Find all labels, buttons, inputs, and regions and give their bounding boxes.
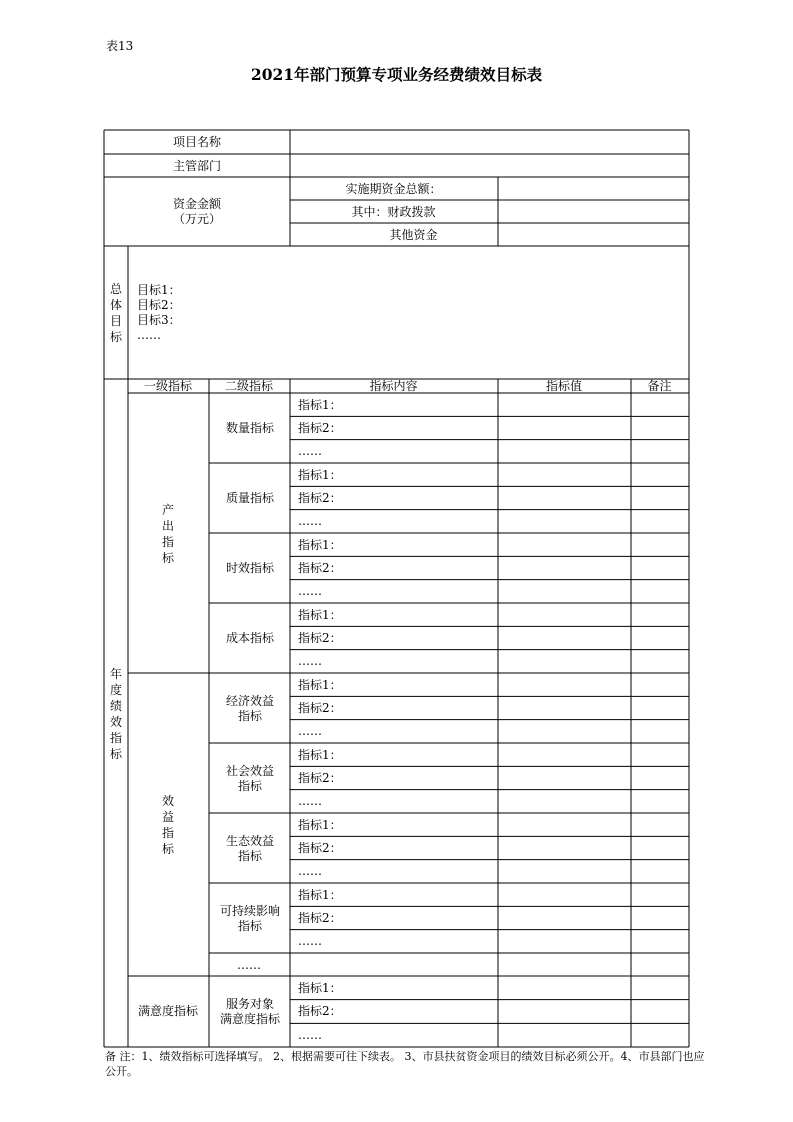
level2-group-label xyxy=(210,464,290,533)
benefit-more-label: …… xyxy=(237,957,261,972)
indicator-2-value-cell[interactable] xyxy=(499,907,631,929)
indicator-more-cell[interactable]: …… xyxy=(298,584,322,599)
indicator-2-cell[interactable]: 指标2： xyxy=(298,1004,342,1019)
indicator-2-value-cell[interactable] xyxy=(499,1001,631,1024)
indicator-more-cell[interactable]: …… xyxy=(298,724,322,739)
indicator-2-remark-cell[interactable] xyxy=(632,907,689,929)
indicator-2-remark-cell[interactable] xyxy=(632,487,689,509)
indicator-more-remark-cell[interactable] xyxy=(632,581,689,603)
level2-group-label xyxy=(210,604,290,673)
indicator-2-remark-cell[interactable] xyxy=(632,557,689,579)
indicator-1-value-cell[interactable] xyxy=(499,674,631,696)
indicator-more-value-cell[interactable] xyxy=(499,511,631,533)
indicator-more-cell[interactable]: …… xyxy=(298,654,322,669)
indicator-more-cell[interactable]: …… xyxy=(298,794,322,809)
annual-indicator-label: 年度绩效指标 xyxy=(109,666,122,761)
indicator-1-cell[interactable]: 指标1： xyxy=(298,467,342,482)
document-title: 2021年部门预算专项业务经费绩效目标表 xyxy=(250,65,543,84)
group-label-line: 社会效益 xyxy=(225,763,274,778)
header-level2: 二级指标 xyxy=(224,379,273,393)
group-label-line: 时效指标 xyxy=(225,561,274,575)
indicator-more-cell[interactable]: …… xyxy=(298,1028,322,1043)
indicator-more-remark-cell[interactable] xyxy=(632,1024,689,1047)
indicator-more-value-cell[interactable] xyxy=(499,441,631,463)
indicator-more-remark-cell[interactable] xyxy=(632,931,689,953)
indicator-2-remark-cell[interactable] xyxy=(632,697,689,719)
total-funds-label: 实施期资金总额： xyxy=(345,181,442,196)
indicator-more-value-cell[interactable] xyxy=(499,721,631,743)
dept-field[interactable] xyxy=(290,155,689,177)
indicator-2-value-cell[interactable] xyxy=(499,627,631,649)
indicator-1-remark-cell[interactable] xyxy=(632,604,689,626)
group-label-line: 指标 xyxy=(237,918,262,933)
indicator-more-value-cell[interactable] xyxy=(499,861,631,883)
overall-goal-list[interactable] xyxy=(137,283,181,343)
indicator-more-value-cell[interactable] xyxy=(499,581,631,603)
funds-label xyxy=(105,178,289,245)
indicator-more-remark-cell[interactable] xyxy=(632,791,689,813)
footnote: 备 注：1、绩效指标可选择填写。 2、根据需要可往下续表。 3、市县扶贫资金项目的绩效目标必须公开。4、市县部门也应公开。 xyxy=(105,1050,705,1078)
indicator-more-cell[interactable]: …… xyxy=(298,444,322,459)
funds-label-line1: 资金金额 xyxy=(172,196,221,211)
indicator-1-cell[interactable]: 指标1： xyxy=(298,677,342,692)
overall-goal-label: 总体目标 xyxy=(109,282,122,344)
group-label-line: 质量指标 xyxy=(225,491,274,505)
indicator-2-value-cell[interactable] xyxy=(499,417,631,439)
indicator-2-cell[interactable]: 指标2： xyxy=(298,630,342,645)
group-label-line: 服务对象 xyxy=(225,997,274,1011)
satisfaction-indicator-label: 满意度指标 xyxy=(137,1004,198,1018)
indicator-1-remark-cell[interactable] xyxy=(632,464,689,486)
indicator-1-remark-cell[interactable] xyxy=(632,394,689,416)
indicator-2-cell[interactable]: 指标2： xyxy=(298,840,342,855)
indicator-1-value-cell[interactable] xyxy=(499,534,631,556)
goal-1: 目标1： xyxy=(137,283,181,297)
project-name-field[interactable] xyxy=(290,131,689,154)
level2-group-label xyxy=(210,674,290,743)
indicator-1-remark-cell[interactable] xyxy=(632,744,689,766)
level2-group-label xyxy=(210,884,290,953)
indicator-1-remark-cell[interactable] xyxy=(632,814,689,836)
group-label-line: 数量指标 xyxy=(225,421,274,435)
indicator-1-remark-cell[interactable] xyxy=(632,534,689,556)
indicator-2-cell[interactable]: 指标2： xyxy=(298,420,342,435)
benefit-indicator-label: 效益指标 xyxy=(161,794,174,856)
indicator-more-cell[interactable]: …… xyxy=(298,934,322,949)
indicator-more-value-cell[interactable] xyxy=(499,931,631,953)
indicator-1-cell[interactable]: 指标1： xyxy=(298,607,342,622)
level2-group-label xyxy=(210,814,290,883)
fiscal-field[interactable] xyxy=(498,201,688,223)
indicator-2-remark-cell[interactable] xyxy=(632,417,689,439)
other-funds-label: 其他资金 xyxy=(389,227,438,242)
level2-group-label xyxy=(210,744,290,813)
indicator-more-remark-cell[interactable] xyxy=(632,651,689,673)
indicator-1-cell[interactable]: 指标1： xyxy=(298,747,342,762)
indicator-more-cell[interactable]: …… xyxy=(298,514,322,529)
header-remark: 备注 xyxy=(647,379,672,393)
header-content: 指标内容 xyxy=(369,379,418,393)
group-label-line: 指标 xyxy=(237,848,262,863)
indicator-1-value-cell[interactable] xyxy=(499,604,631,626)
indicator-2-value-cell[interactable] xyxy=(499,767,631,789)
indicator-1-remark-cell[interactable] xyxy=(632,884,689,906)
indicator-2-remark-cell[interactable] xyxy=(632,837,689,859)
indicator-2-value-cell[interactable] xyxy=(499,487,631,509)
group-label-line: 可持续影响 xyxy=(219,903,280,918)
indicator-2-cell[interactable]: 指标2： xyxy=(298,770,342,785)
indicator-1-value-cell[interactable] xyxy=(499,464,631,486)
indicator-1-cell[interactable]: 指标1： xyxy=(298,887,342,902)
indicator-more-remark-cell[interactable] xyxy=(632,861,689,883)
indicator-1-remark-cell[interactable] xyxy=(632,674,689,696)
group-label-line: 生态效益 xyxy=(225,833,274,848)
group-label-line: 经济效益 xyxy=(225,693,274,708)
indicator-2-remark-cell[interactable] xyxy=(632,767,689,789)
indicator-1-cell[interactable]: 指标1： xyxy=(298,817,342,832)
funds-label-line2: （万元） xyxy=(172,211,221,226)
group-label-line: 成本指标 xyxy=(225,631,274,645)
indicator-more-value-cell[interactable] xyxy=(499,651,631,673)
project-name-label: 项目名称 xyxy=(172,135,221,149)
indicator-1-value-cell[interactable] xyxy=(499,977,631,1000)
dept-label: 主管部门 xyxy=(172,158,221,173)
table-number: 表13 xyxy=(106,39,134,53)
indicator-more-remark-cell[interactable] xyxy=(632,441,689,463)
indicator-1-remark-cell[interactable] xyxy=(632,977,689,1000)
indicator-2-remark-cell[interactable] xyxy=(632,1001,689,1024)
group-label-line: 满意度指标 xyxy=(219,1012,280,1026)
indicator-more-remark-cell[interactable] xyxy=(632,721,689,743)
level2-group-label xyxy=(210,394,290,463)
goal-3: 目标3： xyxy=(137,313,181,327)
indicator-2-cell[interactable]: 指标2： xyxy=(298,700,342,715)
fiscal-label: 其中：财政拨款 xyxy=(351,204,436,219)
group-label-line: 指标 xyxy=(237,778,262,793)
indicator-1-cell[interactable]: 指标1： xyxy=(298,537,342,552)
indicator-1-value-cell[interactable] xyxy=(499,744,631,766)
indicator-more-value-cell[interactable] xyxy=(499,1024,631,1047)
indicator-more-value-cell[interactable] xyxy=(499,791,631,813)
indicator-more-cell[interactable]: …… xyxy=(298,864,322,879)
indicator-1-cell[interactable]: 指标1： xyxy=(298,397,342,412)
other-funds-field[interactable] xyxy=(498,224,688,246)
indicator-1-value-cell[interactable] xyxy=(499,884,631,906)
header-value: 指标值 xyxy=(545,379,582,393)
indicator-1-cell[interactable]: 指标1： xyxy=(298,980,342,995)
indicator-2-value-cell[interactable] xyxy=(499,557,631,579)
goal-more: …… xyxy=(137,328,161,342)
level2-group-label xyxy=(210,534,290,603)
indicator-1-value-cell[interactable] xyxy=(499,814,631,836)
indicator-2-value-cell[interactable] xyxy=(499,837,631,859)
group-label-line: 指标 xyxy=(237,708,262,723)
total-funds-field[interactable] xyxy=(498,178,688,200)
indicator-2-cell[interactable]: 指标2： xyxy=(298,490,342,505)
indicator-2-cell[interactable]: 指标2： xyxy=(298,560,342,575)
level2-group-label xyxy=(210,977,290,1047)
indicator-1-value-cell[interactable] xyxy=(499,394,631,416)
indicator-2-value-cell[interactable] xyxy=(499,697,631,719)
indicator-more-remark-cell[interactable] xyxy=(632,511,689,533)
indicator-2-remark-cell[interactable] xyxy=(632,627,689,649)
indicator-2-cell[interactable]: 指标2： xyxy=(298,910,342,925)
goal-2: 目标2： xyxy=(137,298,181,312)
output-indicator-label: 产出指标 xyxy=(161,502,174,565)
header-level1: 一级指标 xyxy=(143,379,192,393)
